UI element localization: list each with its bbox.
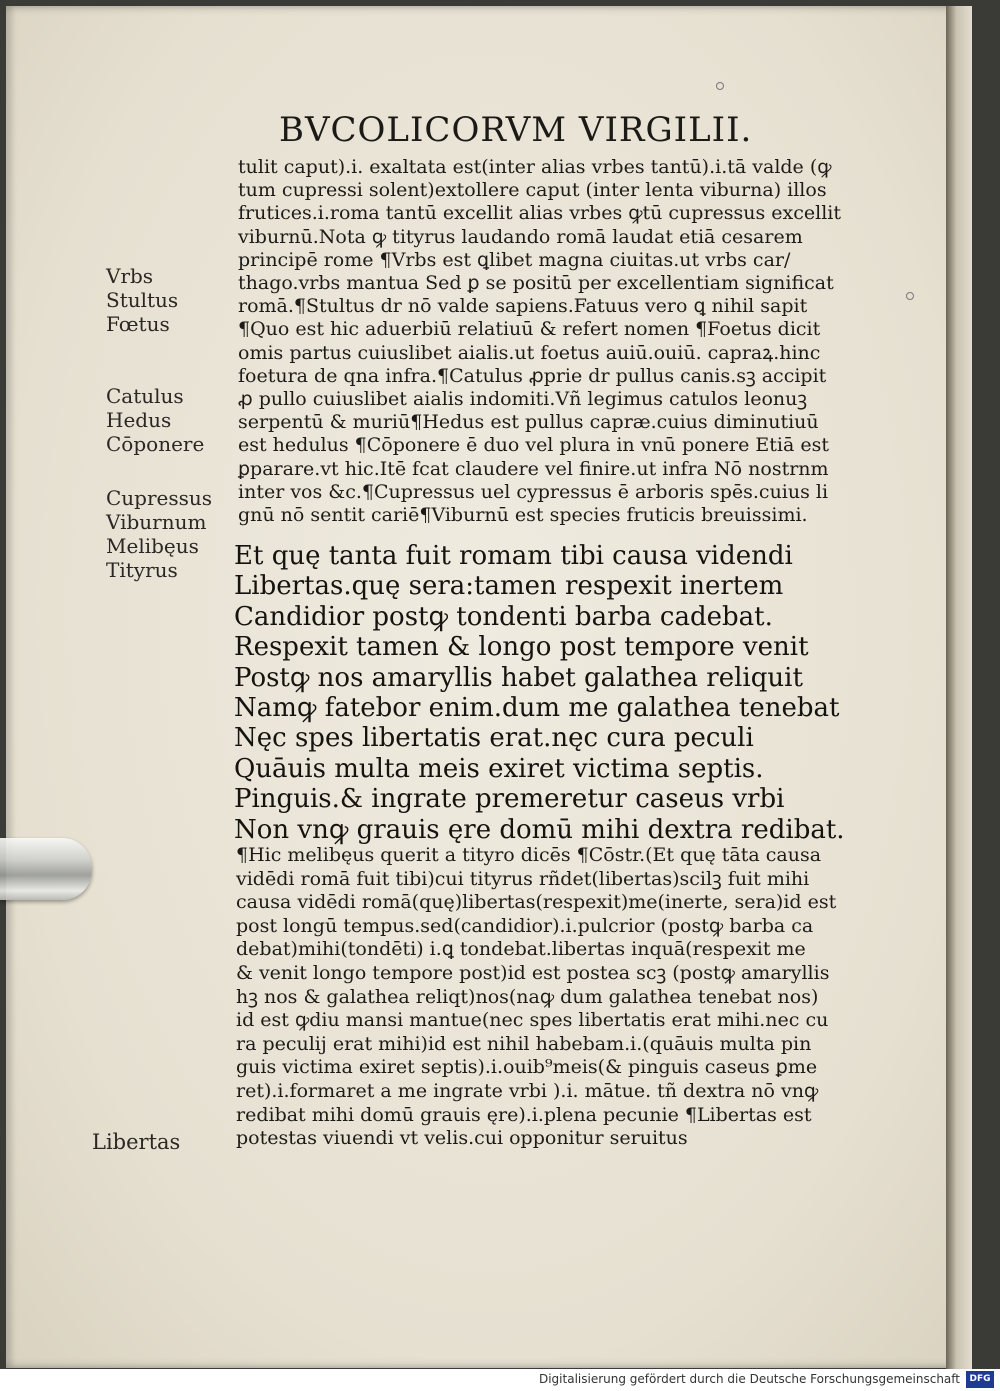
margin-note: Catulus	[106, 384, 184, 408]
commentary-line: hꝫ nos & galathea reliqt)nos(naꝙ dum galathea tenebat nos)	[236, 985, 819, 1008]
commentary-line: causa vidēdi romā(quę)libertas(respexit)me(inerte, sera)id est	[236, 891, 837, 914]
verse-line: Non vnꝙ grauis ęre domū mihi dextra redibat.	[234, 814, 845, 845]
footer-credit: Digitalisierung gefördert durch die Deutsche Forschungsgemeinschaft	[538, 1372, 960, 1386]
commentary-line: ꝓ pullo cuiuslibet aialis indomiti.Vñ legimus catulos leonuꝫ	[238, 388, 808, 411]
margin-note: Cōponere	[106, 432, 205, 456]
margin-notes-4	[92, 1130, 180, 1154]
verse-line: Pinguis.& ingrate premeretur caseus vrbi	[234, 784, 785, 815]
commentary-line: principē rome ¶Vrbs est ꝗlibet magna ciuitas.ut vrbs car/	[238, 248, 791, 271]
commentary-line: post longū tempus.sed(candidior).i.pulcrior (postꝙ barba ca	[236, 914, 814, 937]
commentary-line: omis partus cuiuslibet aialis.ut foetus auiū.ouiū. capraꝝ.hinc	[238, 341, 821, 364]
margin-note: Melibęus	[106, 534, 199, 558]
commentary-line: romā.¶Stultus dr nō valde sapiens.Fatuus vero ꝗ nihil sapit	[238, 295, 808, 318]
verse-line: Namꝙ fatebor enim.dum me galathea tenebat	[234, 693, 840, 724]
commentary-line: serpentū & muriū¶Hedus est pullus capræ.cuius diminutiuū	[238, 411, 819, 434]
commentary-line: foetura de qna infra.¶Catulus ꝓprie dr pullus canis.sꝫ accipit	[238, 364, 827, 387]
margin-note: Hedus	[106, 408, 172, 432]
verse-line: Candidior postꝙ tondenti barba cadebat.	[234, 601, 773, 632]
margin-note: Tityrus	[106, 558, 178, 582]
commentary-line: est hedulus ¶Cōponere ē duo vel plura in vnū ponere Etiā est	[238, 434, 829, 457]
paper-speck	[716, 82, 724, 90]
commentary-line: & venit longo tempore post)id est postea scꝫ (postꝙ amaryllis	[236, 961, 830, 984]
commentary-line: redibat mihi domū grauis ęre).i.plena pecunie ¶Libertas est	[236, 1103, 812, 1126]
commentary-line: tum cupressi solent)extollere caput (inter lenta viburna) illos	[238, 179, 827, 202]
commentary-line: tulit caput).i. exaltata est(inter alias vrbes tantū).i.tā valde (ꝙ	[238, 156, 832, 178]
margin-note: Fœtus	[106, 312, 170, 336]
footer-bar	[0, 1369, 1000, 1391]
commentary-line: ra peculij erat mihi)id est nihil habebam.i.(quāuis multa pin	[236, 1032, 812, 1055]
margin-note: Vrbs	[106, 264, 154, 288]
verse-line: Libertas.quę sera:tamen respexit inertem	[234, 571, 784, 602]
commentary-line: viburnū.Nota ꝙ tityrus laudando romā laudat etiā cesarem	[238, 225, 803, 248]
paper-speck	[906, 292, 914, 300]
commentary-line: guis victima exiret septis).i.ouib⁹meis(& pinguis caseus ꝑme	[236, 1056, 818, 1079]
commentary-line: inter vos &c.¶Cupressus uel cypressus ē arboris spēs.cuius li	[238, 480, 829, 503]
commentary-line: thago.vrbs mantua Sed ꝑ se positū per excellentiam significat	[238, 272, 834, 295]
commentary-line: id est ꝙdiu mansi mantue(nec spes libertatis erat mihi.nec cu	[236, 1009, 829, 1032]
page-gutter	[946, 6, 972, 1374]
commentary-top	[238, 156, 842, 527]
glass-weight-rod	[0, 838, 92, 900]
dfg-logo: DFG	[966, 1371, 994, 1388]
margin-note: Cupressus	[106, 486, 213, 510]
margin-notes-3	[106, 486, 212, 582]
verse-line: Postꝙ nos amaryllis habet galathea reliquit	[234, 662, 803, 693]
verse-line: Nęc spes libertatis erat.nęc cura peculi	[234, 723, 754, 754]
commentary-line: frutices.i.roma tantū excellit alias vrbes ꝙtū cupressus excellit	[238, 202, 842, 225]
verse-line: Et quę tanta fuit romam tibi causa videndi	[234, 541, 793, 571]
running-header: BVCOLICORVM VIRGILII.	[279, 110, 753, 150]
commentary-line: debat)mihi(tondēti) i.ꝗ tondebat.libertas inquā(respexit me	[236, 938, 806, 961]
commentary-bottom	[236, 844, 836, 1151]
book-page	[6, 6, 972, 1368]
commentary-line: ret).i.formaret a me ingrate vrbi ).i. mātue. tñ dextra nō vnꝙ	[236, 1079, 819, 1102]
commentary-line: ꝑparare.vt hic.Itē fcat claudere vel finire.ut infra Nō nostrnm	[238, 457, 829, 480]
margin-note: Stultus	[106, 288, 179, 312]
commentary-line: ¶Quo est hic aduerbiū relatiuū & refert nomen ¶Foetus dicit	[238, 318, 821, 341]
margin-note: Libertas	[92, 1130, 181, 1154]
verse-line: Respexit tamen & longo post tempore venit	[234, 632, 809, 663]
commentary-line: gnū nō sentit cariē¶Viburnū est species fruticis breuissimi.	[238, 504, 808, 527]
commentary-line: potestas viuendi vt velis.cui opponitur seruitus	[236, 1127, 688, 1150]
verse-line: Quāuis multa meis exiret victima septis.	[234, 753, 764, 784]
margin-note: Viburnum	[106, 510, 207, 534]
margin-notes-2	[106, 384, 204, 456]
commentary-line: ¶Hic melibęus querit a tityro dicēs ¶Cōstr.(Et quę tāta causa	[236, 844, 822, 866]
commentary-line: vidēdi romā fuit tibi)cui tityrus rñdet(libertas)scilꝫ fuit mihi	[236, 867, 810, 890]
verse-block	[234, 541, 845, 845]
margin-notes-1	[106, 264, 178, 336]
